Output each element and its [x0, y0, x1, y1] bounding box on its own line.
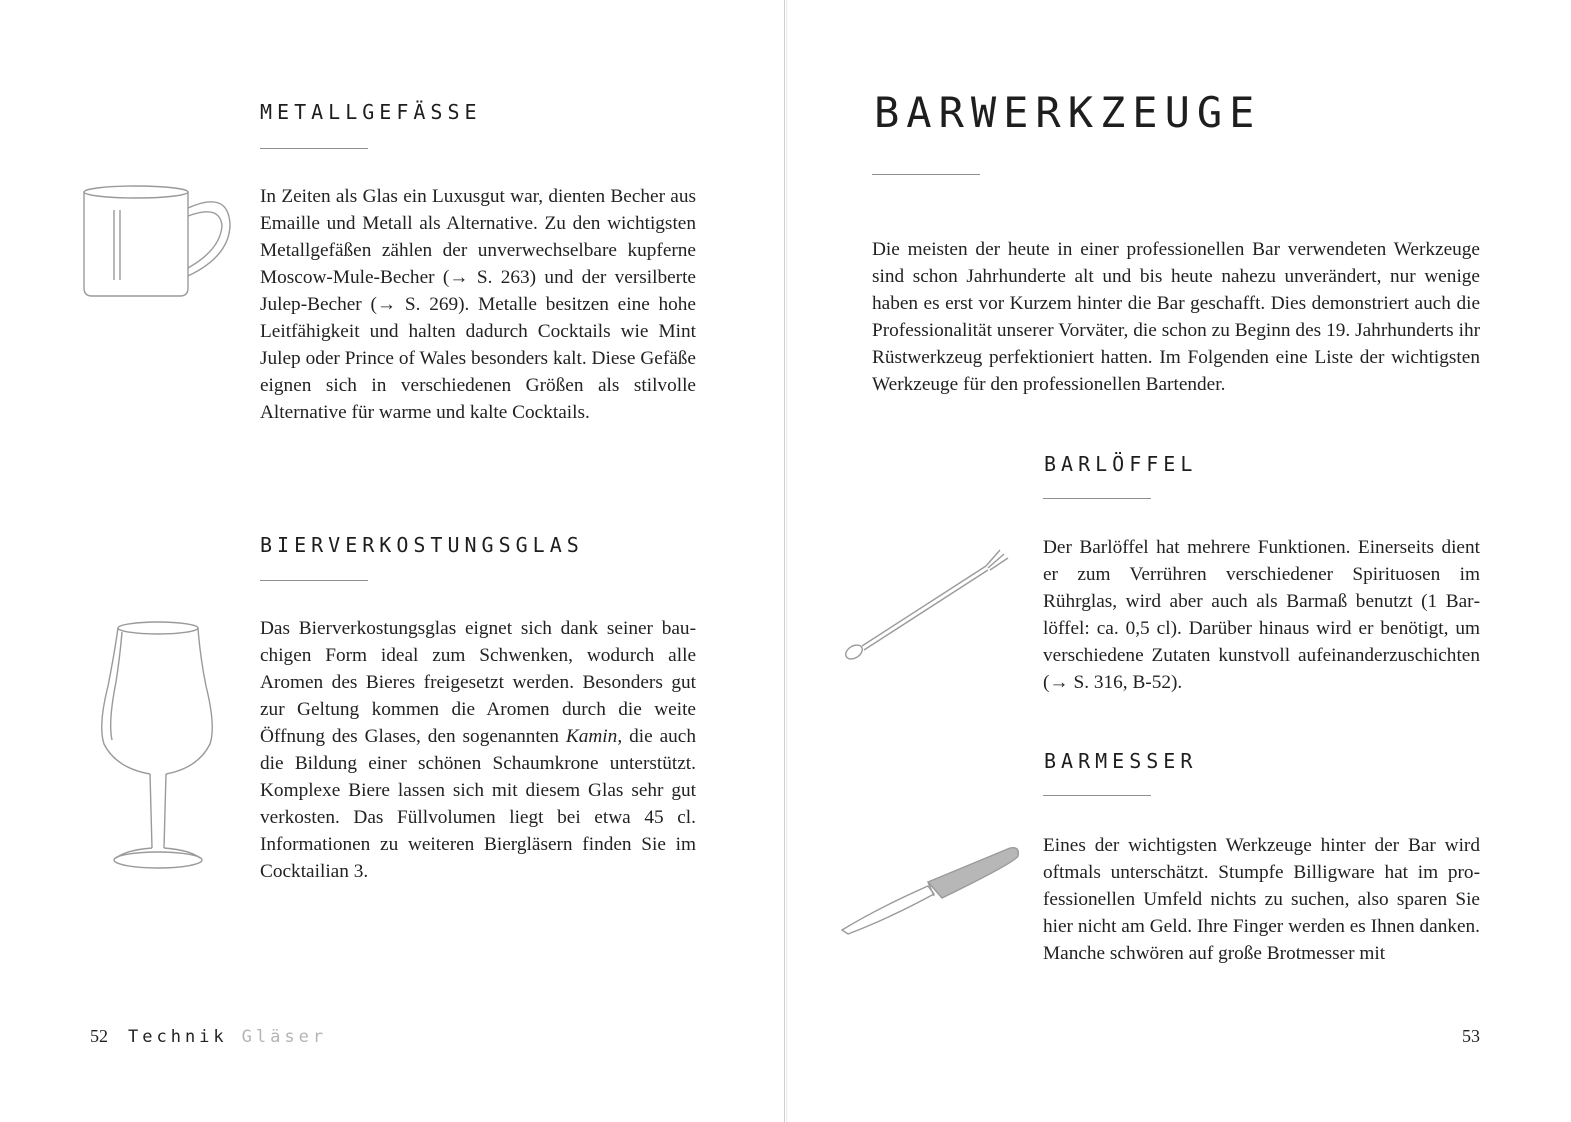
barloeffel-text: Der Barlöffel hat mehrere Funktionen. Einerseits dient er zum Verrühren verschiedener Spirituosen im Rührglas, wird aber auch als Barmaß benutzt (1 Barlöffel: ca. 0,5 cl). Darüber hinaus wird er benötigt, um verschiedene Zutaten kunstvoll aufeinanderzuschichten (→ S. 316, B-52). [1043, 537, 1480, 693]
bar-spoon-icon [840, 544, 1016, 666]
running-head-subsection: Gläser [241, 1027, 328, 1047]
metallgefaesse-paragraph [260, 183, 696, 426]
mug-icon [78, 184, 238, 300]
beer-tasting-glass-icon [96, 616, 216, 878]
book-spine [784, 0, 785, 1122]
heading-bierverkostungsglas: BIERVERKOSTUNGSGLAS [260, 533, 584, 557]
heading-rule [1043, 498, 1151, 499]
heading-barmesser: BARMESSER [1044, 749, 1198, 773]
barmesser-text: Eines der wichtigsten Werkzeuge hinter der Bar wird oftmals unterschätzt. Stumpfe Billigware hat im professionellen Umfeld nichts zu suchen, also sparen Sie hier nicht am Geld. Ihre Finger werden es Ihnen danken. Manche schwören auf große Brotmesser mit [1043, 835, 1480, 964]
metallgefaesse-text: In Zeiten als Glas ein Luxusgut war, dienten Becher aus Emaille und Metall als Alternative. Zu den wichtigsten Metallgefäßen zählen der unverwechselbare kupferne Moscow-Mule-Becher (→ S. 263) und der versilberte Julep-Becher (→ S. 269). Metalle besitzen eine hohe Leitfähigkeit und halten dadurch Cocktails wie Mint Julep oder Prince of Wales besonders kalt. Diese Gefäße eignen sich in verschiedenen Größen als stilvolle Alternative für warme und kalte Cocktails. [260, 186, 696, 423]
book-spine-shadow [786, 0, 788, 1122]
running-head [128, 1027, 327, 1047]
page-number-left: 52 [90, 1026, 108, 1046]
heading-barloeffel: BARLÖFFEL [1044, 452, 1198, 476]
heading-rule [260, 148, 368, 149]
intro-paragraph [872, 236, 1480, 398]
heading-rule [260, 580, 368, 581]
barloeffel-paragraph [1043, 534, 1480, 696]
bierverkostungsglas-paragraph [260, 615, 696, 885]
page-title: BARWERKZEUGE [874, 88, 1262, 137]
bar-knife-icon [838, 842, 1022, 938]
running-head-section: Technik [128, 1027, 228, 1047]
barmesser-paragraph [1043, 832, 1480, 967]
page-number-right: 53 [1462, 1026, 1480, 1046]
heading-metallgefaesse: METALLGEFÄSSE [260, 100, 482, 124]
bierverkostungsglas-text: Das Bierverkostungsglas eignet sich dank seiner bauchigen Form ideal zum Schwenken, wodurch alle Aromen des Bieres freigesetzt werden. Besonders gut zur Geltung kommen die Aromen durch die weite Öffnung des Glases, den sogenannten Kamin, die auch die Bildung einer schönen Schaumkrone unterstützt. Komplexe Biere lassen sich mit diesem Glas sehr gut verkosten. Das Füllvolumen liegt bei etwa 45 cl. Informationen zu weiteren Biergläsern finden Sie im Cocktailian 3. [260, 618, 696, 882]
title-rule [872, 174, 980, 175]
intro-text: Die meisten der heute in einer professionellen Bar verwendeten Werkzeuge sind schon Jahrhunderte alt und bis heute nahezu unverändert, nur wenige haben es erst vor Kurzem hinter die Bar geschafft. Dies demonstriert auch die Professionalität unserer Vorväter, die schon zu Beginn des 19. Jahrhunderts ihr Rüstwerkzeug perfektioniert hatten. Im Folgenden eine Liste der wichtigsten Werkzeuge für den professionellen Bartender. [872, 239, 1480, 395]
heading-rule [1043, 795, 1151, 796]
